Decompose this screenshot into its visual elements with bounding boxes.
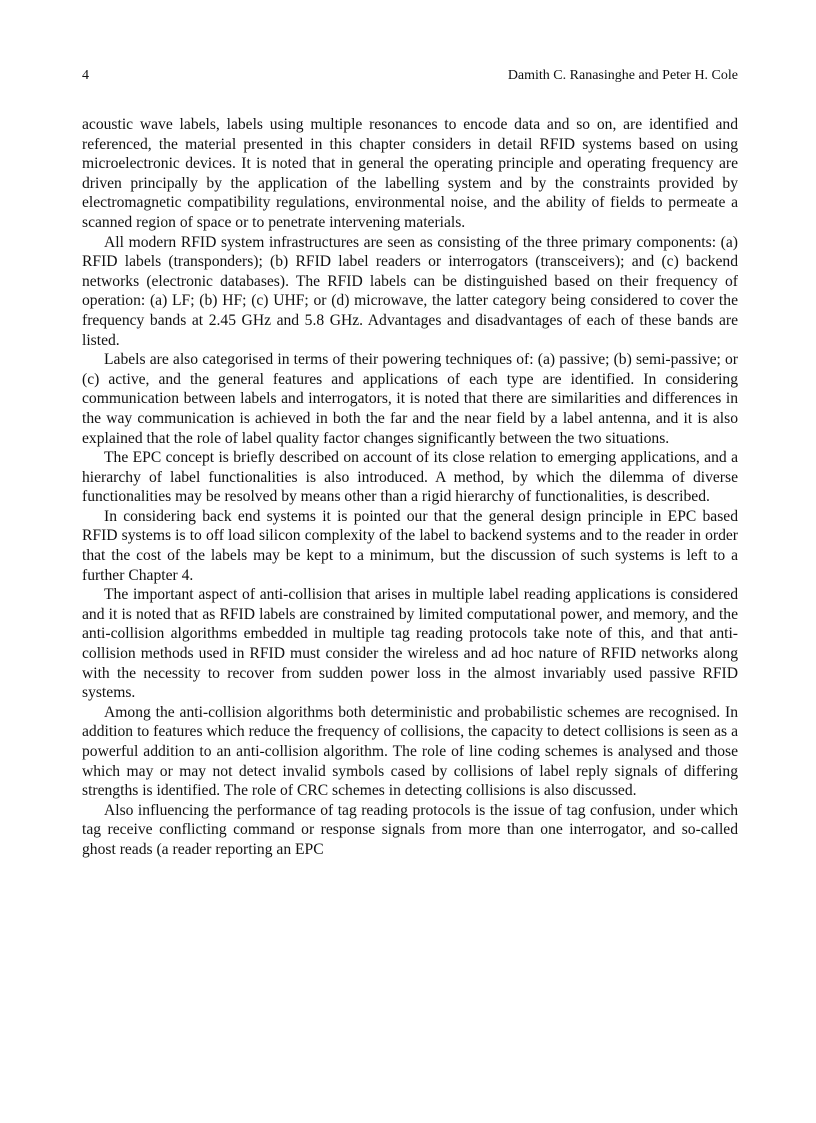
paragraph-2: All modern RFID system infrastructures are seen as consisting of the three primary components: (a) RFID labels (transponders); (b) RFID label readers or interrogators (transceivers); and (c) backend networks (electronic databases). The RFID labels can be distinguished based on their frequency of operation: (a) LF; (b) HF; (c) UHF; or (d) microwave, the latter category being considered to cover the frequency bands at 2.45 GHz and 5.8 GHz. Advantages and disadvantages of each of these bands are listed. bbox=[82, 233, 738, 349]
paragraph-6: The important aspect of anti-collision that arises in multiple label reading applications is considered and it is noted that as RFID labels are constrained by limited computational power, and memory, and the anti-collision algorithms embedded in multiple tag reading protocols take note of this, and that anti-collision methods used in RFID must consider the wireless and ad hoc nature of RFID networks along with the necessity to recover from sudden power loss in the almost invariably used passive RFID systems. bbox=[82, 586, 738, 702]
paragraph-1: acoustic wave labels, labels using multiple resonances to encode data and so on, are identified and referenced, the material presented in this chapter considers in detail RFID systems based on using microelectronic devices. It is noted that in general the operating principle and operating frequency are driven principally by the application of the labelling system and by the constraints provided by electromagnetic compatibility regulations, environmental noise, and the ability of fields to permeate a scanned region of space or to penetrate intervening materials. bbox=[82, 116, 738, 231]
paragraph-7: Among the anti-collision algorithms both deterministic and probabilistic schemes are recognised. In addition to features which reduce the frequency of collisions, the capacity to detect collisions is seen as a powerful addition to an anti-collision algorithm. The role of line coding schemes is analysed and those which may or may not detect invalid symbols cased by collisions of label reply signals of differing strengths is identified. The role of CRC schemes in detecting collisions is also discussed. bbox=[82, 703, 738, 800]
running-head bbox=[82, 66, 738, 86]
paragraph-8: Also influencing the performance of tag reading protocols is the issue of tag confusion, under which tag receive conflicting command or response signals from more than one interrogator, and so-called ghost reads (a reader reporting an EPC bbox=[82, 801, 738, 858]
paragraph-4: The EPC concept is briefly described on account of its close relation to emerging applications, and a hierarchy of label functionalities is also introduced. A method, by which the dilemma of diverse functionalities may be resolved by means other than a rigid hierarchy of functionalities, is described. bbox=[82, 449, 738, 506]
body-text bbox=[82, 115, 738, 860]
running-head-authors: Damith C. Ranasinghe and Peter H. Cole bbox=[507, 68, 738, 83]
paragraph-3: Labels are also categorised in terms of their powering techniques of: (a) passive; (b) semi-passive; or (c) active, and the general features and applications of each type are identified. In considering communication between labels and interrogators, it is noted that there are similarities and differences in the way communication is achieved in both the far and the near field by a label antenna, and it is also explained that the role of label quality factor changes significantly between the two situations. bbox=[82, 351, 738, 447]
paragraph-5: In considering back end systems it is pointed our that the general design principle in EPC based RFID systems is to off load silicon complexity of the label to backend systems and to the reader in order that the cost of the labels may be kept to a minimum, but the discussion of such systems is left to a further Chapter 4. bbox=[82, 507, 738, 584]
page-number: 4 bbox=[82, 68, 89, 83]
